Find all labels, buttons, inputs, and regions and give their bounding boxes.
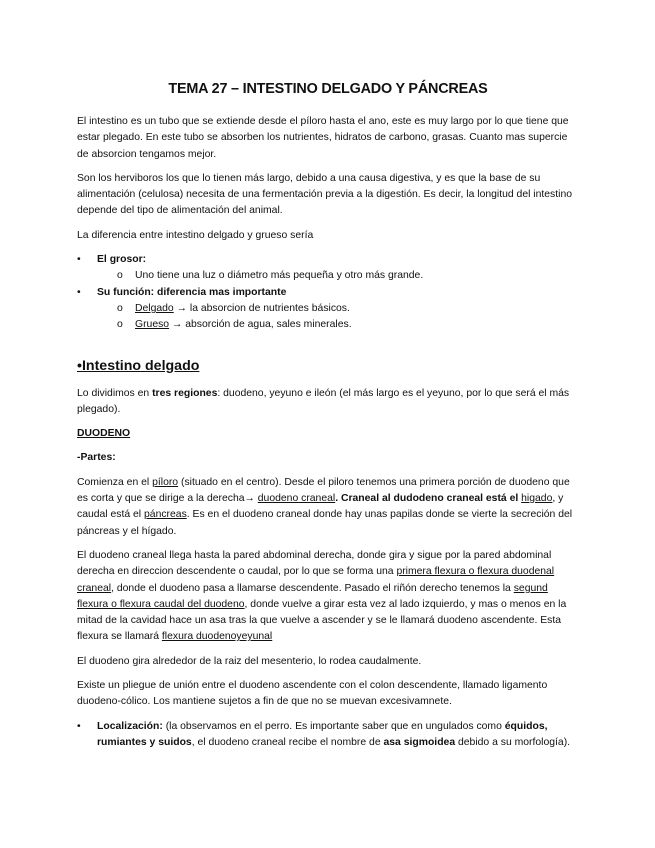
text-run: : duodeno, yeyuno e ileón (el más largo es el yeyuno, por lo que será el más plegado). [77, 387, 570, 415]
sublist-item-grosor [77, 268, 579, 284]
text-run: (la observamos en el perro. Es importante saber que en ungulados como [162, 720, 505, 732]
underlined-term: primera flexura o flexura duodenal craneal [77, 566, 555, 594]
bold-term: asa sigmoidea [383, 736, 456, 748]
sublist-item-grueso [77, 317, 579, 333]
text-run: , donde vuelve a girar esta vez al lado izquierdo, y mas o menos en la mitad de la cavidad hace un asa tras la que vuelve a ascender y se le llamará duodeno ascendente. Esta flexura se llamará [77, 598, 567, 643]
bullet-icon: • [77, 286, 81, 298]
difference-list [77, 252, 579, 333]
underlined-term: píloro [152, 476, 179, 488]
text-run: debido a su morfología). [455, 736, 571, 748]
duodeno-heading: DUODENO [77, 428, 131, 440]
underlined-term: segund flexura o flexura caudal del duodeno [77, 582, 548, 610]
grosor-label: El grosor: [97, 254, 147, 266]
section-heading-intestino-delgado: •Intestino delgado [77, 357, 200, 374]
paragraph-ligamento: Existe un pliegue de unión entre el duodeno ascendente con el colon descendente, llamado ligamento duodeno-cólico. Los mantiene sujetos a fin de que no se muevan excesivamnete. [77, 680, 548, 708]
paragraph-mesenterio: El duodeno gira alrededor de la raiz del mesenterio, lo rodea caudalmente. [77, 655, 422, 667]
bold-term: équidos, rumiantes y suidos [97, 720, 548, 748]
paragraph-difference: La diferencia entre intestino delgado y grueso sería [77, 229, 314, 241]
text-run: . Craneal al dudodeno craneal está el [335, 493, 522, 505]
list-item-funcion [77, 285, 579, 301]
page-title: TEMA 27 – INTESTINO DELGADO Y PÁNCREAS [168, 81, 488, 97]
underlined-term: duodeno craneal [257, 493, 336, 505]
paragraph-duodeno-start [77, 475, 579, 540]
text-run: , y caudal está el [77, 493, 564, 521]
delgado-text: → la absorcion de nutrientes básicos. [176, 302, 350, 314]
text-run: , el duodeno craneal recibe el nombre de [191, 736, 384, 748]
bullet-icon: • [77, 720, 81, 732]
underlined-term: flexura duodenoyeyunal [161, 631, 273, 643]
bold-term: tres regiones [152, 387, 218, 399]
delgado-term: Delgado [135, 302, 174, 314]
paragraph-intro: El intestino es un tubo que se extiende desde el píloro hasta el ano, este es muy largo por lo que tiene que estar plegado. En este tubo se absorben los nutrientes, hidratos de carbono, grasas. Cuanto mas supercie de absorcion tengamos mejor. [77, 116, 569, 160]
paragraph-herbivores: Son los herviboros los que lo tienen más largo, debido a una causa digestiva, y es que la base de su alimentación (celulosa) necesita de una fermentación previa a la digestión. Es decir, la longitud del intestino depende del tipo de alimentación del animal. [77, 172, 573, 217]
bullet-icon: • [77, 254, 81, 266]
paragraph-flexuras [77, 548, 579, 646]
text-run: . Es en el duodeno craneal donde hay unas papilas donde se vierte la secreción del páncreas y el hígado. [77, 509, 573, 537]
grueso-term: Grueso [135, 319, 170, 331]
localizacion-list [77, 719, 579, 752]
grueso-text: → absorción de agua, sales minerales. [171, 319, 352, 331]
sublist-item-delgado [77, 301, 579, 317]
funcion-label: Su función: diferencia mas importante [97, 286, 287, 298]
underlined-term: páncreas [144, 509, 187, 521]
sub-bullet-icon: o [117, 319, 123, 331]
list-item-localizacion [77, 719, 579, 752]
text-run: El duodeno craneal llega hasta la pared abdominal derecha, donde gira y sigue por la pared abdominal derecha en direccion descendente o caudal, por lo que se forma una [77, 549, 552, 578]
sub-bullet-icon: o [117, 270, 123, 282]
text-run: , donde el duodeno pasa a llamarse descendente. Pasado el riñón derecho tenemos la [111, 582, 514, 594]
partes-heading: -Partes: [77, 452, 116, 464]
localizacion-label: Localización: [97, 720, 163, 732]
grosor-text: Uno tiene una luz o diámetro más pequeña y otro más grande. [135, 270, 424, 282]
text-run: (situado en el centro). Desde el piloro tenemos una primera porción de duodeno que es corta y que se dirige a la derecha→ [77, 476, 570, 505]
text-run: Comienza en el [77, 476, 153, 488]
list-item-grosor [77, 252, 579, 268]
underlined-term: higado [521, 493, 553, 505]
sub-bullet-icon: o [117, 302, 123, 314]
text-run: Lo dividimos en [77, 387, 153, 399]
paragraph-regions [77, 386, 579, 419]
